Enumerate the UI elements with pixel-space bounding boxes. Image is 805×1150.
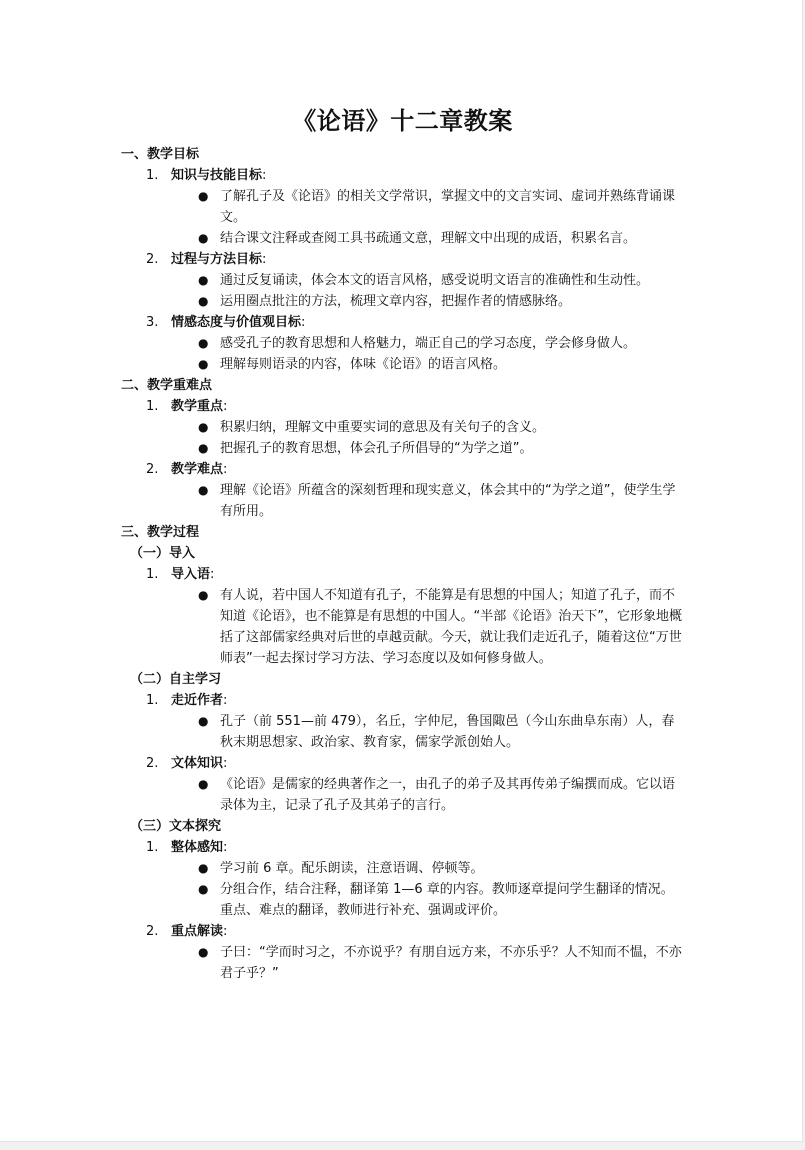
numbered-item: 1. 走近作者: xyxy=(0,690,805,711)
bullet-dot-icon: ● xyxy=(198,588,209,602)
bullet-dot-icon: ● xyxy=(198,357,209,371)
bullet-item: ● 《论语》是儒家的经典著作之一，由孔子的弟子及其再传弟子编撰而成。它以语录体为主，记录了孔子及其弟子的言行。 xyxy=(0,774,682,816)
bullet-dot-icon: ● xyxy=(198,777,209,791)
numbered-item: 1. 导入语: xyxy=(0,564,805,585)
bullet-dot-icon: ● xyxy=(198,861,209,875)
section-heading: 二、教学重难点 xyxy=(121,378,213,393)
bullet-dot-icon: ● xyxy=(198,294,209,308)
section-heading: 三、教学过程 xyxy=(121,525,200,540)
bullet-dot-icon: ● xyxy=(198,273,209,287)
subsection-heading: （三）文本探究 xyxy=(130,819,222,834)
item-label: 重点解读: xyxy=(171,924,228,939)
item-label: 教学难点: xyxy=(171,462,228,477)
numbered-item: 1. 知识与技能目标: xyxy=(0,165,805,186)
item-label: 过程与方法目标: xyxy=(171,252,267,267)
bullet-item: ● 孔子（前 551—前 479），名丘，字仲尼，鲁国陬邑（今山东曲阜东南）人，春秋末期思想家、政治家、教育家，儒家学派创始人。 xyxy=(0,711,682,753)
bullet-item: ● 了解孔子及《论语》的相关文学常识，掌握文中的文言实词、虚词并熟练背诵课文。 xyxy=(0,186,682,228)
bullet-item: ● 理解每则语录的内容，体味《论语》的语言风格。 xyxy=(0,354,682,375)
subsection-heading: （一）导入 xyxy=(130,546,196,561)
numbered-item: 3. 情感态度与价值观目标: xyxy=(0,312,805,333)
numbered-item: 1. 整体感知: xyxy=(0,837,805,858)
section-heading: 一、教学目标 xyxy=(121,147,200,162)
item-label: 整体感知: xyxy=(171,840,228,855)
bullet-item: ● 运用圈点批注的方法，梳理文章内容，把握作者的情感脉络。 xyxy=(0,291,682,312)
item-label: 导入语: xyxy=(171,567,215,582)
item-label: 教学重点: xyxy=(171,399,228,414)
numbered-item: 2. 文体知识: xyxy=(0,753,805,774)
bullet-dot-icon: ● xyxy=(198,882,209,896)
document-body xyxy=(0,144,805,984)
subsection-heading: （二）自主学习 xyxy=(130,672,222,687)
item-label: 情感态度与价值观目标: xyxy=(171,315,306,330)
bullet-dot-icon: ● xyxy=(198,945,209,959)
bullet-item: ● 通过反复诵读，体会本文的语言风格，感受说明文语言的准确性和生动性。 xyxy=(0,270,682,291)
bullet-dot-icon: ● xyxy=(198,189,209,203)
bullet-item: ● 分组合作，结合注释，翻译第 1—6 章的内容。教师逐章提问学生翻译的情况。重点、难点的翻译，教师进行补充、强调或评价。 xyxy=(0,879,682,921)
item-label: 走近作者: xyxy=(171,693,228,708)
numbered-item: 2. 教学难点: xyxy=(0,459,805,480)
numbered-item: 2. 过程与方法目标: xyxy=(0,249,805,270)
bullet-item: ● 结合课文注释或查阅工具书疏通文意，理解文中出现的成语，积累名言。 xyxy=(0,228,682,249)
document-title: 《论语》十二章教案 xyxy=(292,107,513,135)
bullet-item: ● 感受孔子的教育思想和人格魅力，端正自己的学习态度，学会修身做人。 xyxy=(0,333,682,354)
item-label: 文体知识: xyxy=(171,756,228,771)
bullet-item: ● 积累归纳，理解文中重要实词的意思及有关句子的含义。 xyxy=(0,417,682,438)
bullet-dot-icon: ● xyxy=(198,714,209,728)
bullet-item: ● 学习前 6 章。配乐朗读，注意语调、停顿等。 xyxy=(0,858,682,879)
bullet-dot-icon: ● xyxy=(198,420,209,434)
bullet-item: ● 有人说，若中国人不知道有孔子，不能算是有思想的中国人；知道了孔子，而不知道《论语》，也不能算是有思想的中国人。“半部《论语》治天下”，它形象地概括了这部儒家经典对后世的卓越贡献。今天，就让我们走近孔子，随着这位“万世师表”一起去探讨学习方法、学习态度以及如何修身做人。 xyxy=(0,585,682,669)
numbered-item: 1. 教学重点: xyxy=(0,396,805,417)
item-label: 知识与技能目标: xyxy=(171,168,267,183)
bullet-dot-icon: ● xyxy=(198,231,209,245)
bullet-item: ● 理解《论语》所蕴含的深刻哲理和现实意义，体会其中的“为学之道”，使学生学有所用。 xyxy=(0,480,682,522)
bullet-item: ● 把握孔子的教育思想，体会孔子所倡导的“为学之道”。 xyxy=(0,438,682,459)
bullet-dot-icon: ● xyxy=(198,441,209,455)
numbered-item: 2. 重点解读: xyxy=(0,921,805,942)
bullet-item: ● 子曰：“学而时习之，不亦说乎？有朋自远方来，不亦乐乎？人不知而不愠，不亦君子乎？” xyxy=(0,942,682,984)
bullet-dot-icon: ● xyxy=(198,483,209,497)
bullet-dot-icon: ● xyxy=(198,336,209,350)
